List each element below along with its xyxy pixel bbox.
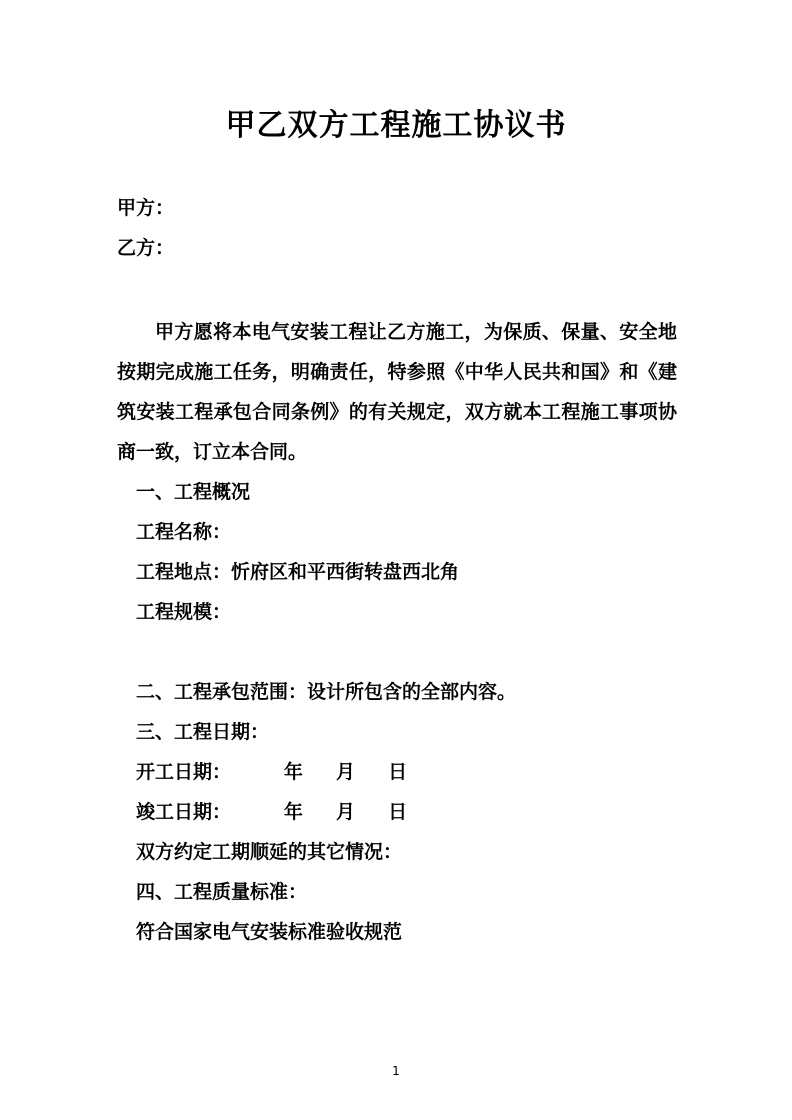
party-b-line: 乙方：	[117, 237, 175, 259]
spacer-after-section-1	[117, 632, 677, 672]
section-2-heading: 二、工程承包范围：设计所包含的全部内容。	[136, 681, 517, 703]
section-1-line-1: 工程名称：	[136, 521, 232, 543]
document-body	[115, 144, 677, 952]
party-a-line: 甲方：	[117, 197, 175, 219]
section-1-line-3: 工程规模：	[136, 601, 232, 623]
section-4-heading: 四、工程质量标准：	[136, 881, 308, 903]
page-number: 1	[392, 1064, 400, 1078]
spacer-after-parties	[117, 268, 677, 312]
section-1-heading: 一、工程概况	[136, 481, 251, 503]
section-3-heading: 三、工程日期：	[136, 721, 270, 743]
section-1-line-2: 工程地点：忻府区和平西街转盘西北角	[136, 561, 460, 583]
section-3-line-3: 双方约定工期顺延的其它情况：	[136, 841, 403, 863]
section-4-line-1: 符合国家电气安装标准验收规范	[136, 921, 403, 943]
section-3-line-2: 竣工日期： 年 月 日	[136, 801, 408, 823]
section-3-line-1: 开工日期： 年 月 日	[136, 761, 408, 783]
page-title: 甲乙双方工程施工协议书	[225, 108, 567, 143]
intro-paragraph: 甲方愿将本电气安装工程让乙方施工，为保质、保量、安全地按期完成施工任务，明确责任，特参照《中华人民共和国》和《建筑安装工程承包合同条例》的有关规定，双方就本工程施工事项协商一致，订立本合同。	[117, 321, 677, 463]
